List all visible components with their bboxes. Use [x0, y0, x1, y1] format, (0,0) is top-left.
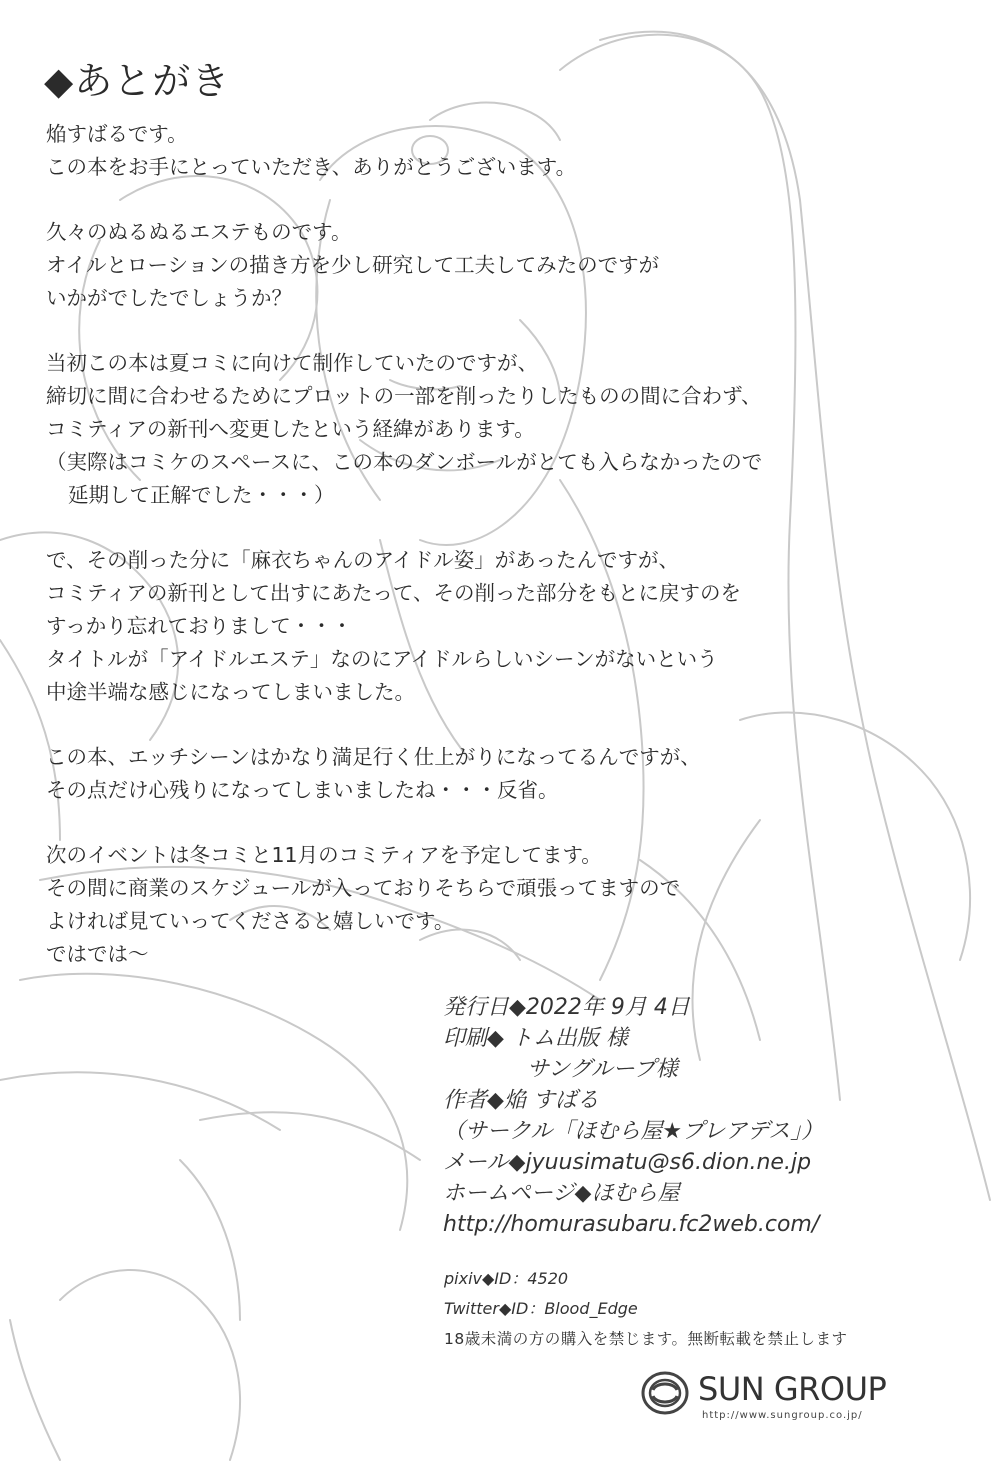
- text-line: この本、エッチシーンはかなり満足行く仕上がりになってるんですが、: [46, 745, 701, 769]
- paragraph-3: [46, 347, 806, 512]
- twitter-id: Twitter◆ID：Blood_Edge: [444, 1299, 638, 1318]
- issue-date: 発行日◆2022年 9月 4日: [443, 995, 690, 1020]
- sun-group-logo: [640, 1368, 915, 1428]
- text-line: で、その削った分に「麻衣ちゃんのアイドル姿」があったんですが、: [46, 548, 680, 572]
- social-info: [444, 1268, 848, 1358]
- text-line: 中途半端な感じになってしまいました。: [46, 680, 415, 704]
- text-line: コミティアの新刊として出すにあたって、その削った部分をもとに戻すのを: [46, 581, 741, 605]
- author: 作者◆焔 すばる: [443, 1088, 599, 1113]
- paragraph-1: [46, 118, 806, 184]
- text-line: すっかり忘れておりまして・・・: [46, 614, 353, 638]
- text-line: この本をお手にとっていただき、ありがとうございます。: [46, 155, 577, 179]
- logo-name: SUN GROUP: [698, 1370, 887, 1408]
- text-line: （実際はコミケのスペースに、この本のダンボールがとても入らなかったので: [46, 450, 763, 474]
- email-address: メール◆jyuusimatu@s6.dion.ne.jp: [443, 1150, 812, 1175]
- text-line: オイルとローションの描き方を少し研究して工夫してみたのですが: [46, 253, 660, 277]
- text-line: タイトルが「アイドルエステ」なのにアイドルらしいシーンがないという: [46, 647, 718, 671]
- paragraph-2: [46, 216, 806, 315]
- homepage-name: ホームページ◆ほむら屋: [443, 1181, 680, 1206]
- printer-secondary: サングループ様: [527, 1057, 678, 1082]
- age-restriction-notice: 18歳未満の方の購入を禁じます。無断転載を禁止します: [444, 1330, 848, 1348]
- paragraph-5: [46, 741, 806, 807]
- pixiv-id: pixiv◆ID：4520: [444, 1269, 569, 1288]
- text-line: 次のイベントは冬コミと11月のコミティアを予定してます。: [46, 843, 602, 867]
- logo-url: http://www.sungroup.co.jp/: [702, 1410, 863, 1421]
- sun-group-logo-icon: [640, 1370, 690, 1416]
- paragraph-4: [46, 544, 806, 709]
- text-line: その点だけ心残りになってしまいましたね・・・反省。: [46, 778, 559, 802]
- text-line: 延期して正解でした・・・）: [68, 483, 335, 507]
- text-line: 当初この本は夏コミに向けて制作していたのですが、: [46, 351, 538, 375]
- text-line: いかがでしたでしょうか？: [46, 286, 292, 310]
- text-line: 焔すばるです。: [46, 122, 188, 146]
- text-line: 久々のぬるぬるエステものです。: [46, 220, 352, 244]
- circle-name: （サークル「ほむら屋★プレアデス」）: [443, 1119, 824, 1144]
- afterword-body: [46, 118, 806, 1003]
- text-line: よければ見ていってくださると嬉しいです。: [46, 909, 455, 933]
- colophon: [443, 992, 823, 1240]
- paragraph-6: [46, 839, 806, 971]
- text-line: ではでは～: [46, 942, 149, 966]
- page-heading: ◆あとがき: [44, 59, 231, 103]
- text-line: その間に商業のスケジュールが入っておりそちらで頑張ってますので: [46, 876, 681, 900]
- text-line: コミティアの新刊へ変更したという経緯があります。: [46, 417, 535, 441]
- homepage-url: http://homurasubaru.fc2web.com/: [443, 1212, 820, 1237]
- text-line: 締切に間に合わせるためにプロットの一部を削ったりしたものの間に合わず、: [46, 384, 762, 408]
- printer: 印刷◆ トム出版 様: [443, 1026, 628, 1051]
